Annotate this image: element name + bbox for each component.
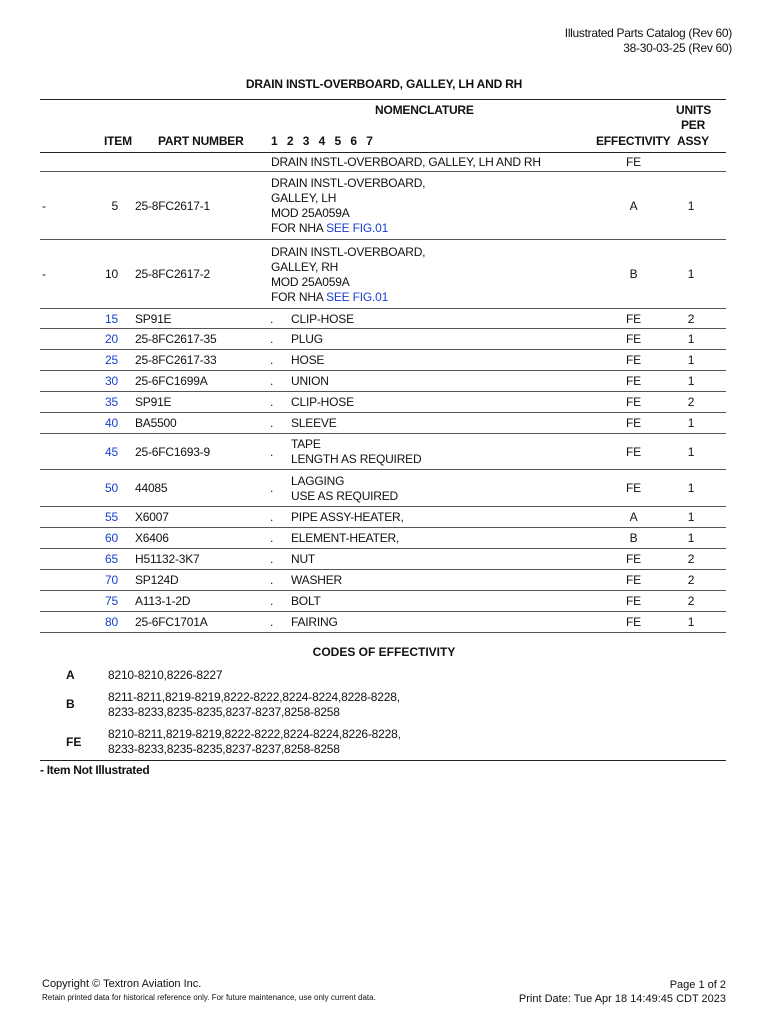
nomenclature-line: DRAIN INSTL-OVERBOARD, GALLEY, LH AND RH: [271, 155, 541, 169]
see-figure-link[interactable]: SEE FIG.01: [326, 290, 389, 304]
nomenclature-line: ELEMENT-HEATER,: [291, 531, 400, 545]
effectivity-range-line: 8233-8233,8235-8235,8237-8237,8258-8258: [108, 742, 340, 756]
nomenclature: [291, 531, 399, 546]
nomenclature: [291, 353, 324, 368]
part-number: 25-8FC2617-2: [135, 267, 210, 281]
effectivity-code: B: [629, 531, 638, 545]
units-per-assy: 1: [687, 267, 695, 281]
item-number-link[interactable]: 80: [105, 615, 118, 629]
units-per-assy: 2: [687, 573, 695, 587]
nomenclature: [291, 332, 323, 347]
effectivity-code: FE: [626, 353, 641, 367]
units-per-assy: 1: [687, 374, 695, 388]
not-illustrated-marker: -: [42, 267, 46, 281]
item-number: 10: [105, 267, 118, 281]
nomenclature-line: NUT: [291, 552, 316, 566]
part-number: 44085: [135, 481, 168, 495]
item-number-link[interactable]: 25: [105, 353, 118, 367]
table-row: [40, 329, 726, 350]
effectivity-range-line: 8211-8211,8219-8219,8222-8222,8224-8224,8228-8228,: [108, 690, 400, 704]
table-row: [40, 392, 726, 413]
units-per-assy: 1: [687, 510, 695, 524]
units-per-assy: 2: [687, 552, 695, 566]
nomenclature-line: SLEEVE: [291, 416, 337, 430]
item-number-link[interactable]: 35: [105, 395, 118, 409]
units-per-assy: 1: [687, 353, 695, 367]
nha-reference: [271, 290, 425, 305]
nomenclature-line: WASHER: [291, 573, 343, 587]
units-per-assy: 1: [687, 332, 695, 346]
part-number: H51132-3K7: [135, 552, 200, 566]
effectivity-code: B: [66, 697, 75, 711]
effectivity-range-line: 8210-8210,8226-8227: [108, 668, 223, 682]
effectivity-code: FE: [626, 552, 641, 566]
codes-rule-left: [40, 760, 104, 761]
units-per-assy: 1: [687, 199, 695, 213]
print-date: Print Date: Tue Apr 18 14:49:45 CDT 2023: [518, 993, 726, 1005]
nomenclature: [291, 573, 342, 588]
units-per-assy: 1: [687, 531, 695, 545]
see-figure-link[interactable]: SEE FIG.01: [326, 221, 389, 235]
table-row: [40, 507, 726, 528]
header-per: PER: [681, 118, 706, 132]
table-row: [40, 528, 726, 549]
indent-dot: .: [270, 615, 274, 629]
units-per-assy: 2: [687, 395, 695, 409]
header-part-number: PART NUMBER: [158, 134, 244, 148]
effectivity-code: FE: [626, 395, 641, 409]
nomenclature-line: LAGGING: [291, 474, 345, 488]
header-indent-levels: 1 2 3 4 5 6 7: [271, 134, 373, 148]
nomenclature: [291, 510, 404, 525]
nomenclature: [291, 374, 329, 389]
units-per-assy: 2: [687, 312, 695, 326]
indent-dot: .: [270, 573, 274, 587]
part-number: BA5500: [135, 416, 177, 430]
effectivity-code: FE: [626, 573, 641, 587]
nomenclature: [271, 245, 425, 305]
effectivity-code: FE: [626, 481, 641, 495]
part-number: SP91E: [135, 395, 172, 409]
header-units: UNITS: [676, 103, 712, 117]
table-row: [40, 240, 726, 309]
units-per-assy: 2: [687, 594, 695, 608]
nomenclature-line: GALLEY, RH: [271, 260, 339, 274]
table-row: [40, 612, 726, 633]
effectivity-code: A: [66, 668, 75, 682]
nomenclature: [291, 395, 354, 410]
nomenclature: [291, 416, 337, 431]
header-assy: ASSY: [677, 134, 709, 148]
table-row: [40, 470, 726, 507]
effectivity-code: FE: [626, 594, 641, 608]
page-footer-right: [519, 978, 726, 1006]
part-number: 25-6FC1693-9: [135, 445, 210, 459]
table-row: [40, 309, 726, 329]
indent-dot: .: [270, 594, 274, 608]
nomenclature-line: USE AS REQUIRED: [291, 489, 399, 503]
effectivity-code: FE: [626, 332, 641, 346]
effectivity-range: [108, 668, 222, 683]
table-row: [40, 350, 726, 371]
item-number-link[interactable]: 20: [105, 332, 118, 346]
table-row: [40, 570, 726, 591]
indent-dot: .: [270, 312, 274, 326]
item-number-link[interactable]: 30: [105, 374, 118, 388]
indent-dot: .: [270, 416, 274, 430]
nomenclature: [291, 312, 354, 327]
effectivity-range: [108, 727, 401, 757]
nomenclature-line: PLUG: [291, 332, 323, 346]
units-per-assy: 1: [687, 445, 695, 459]
nomenclature: [291, 615, 338, 630]
table-row: [40, 371, 726, 392]
item-number: 5: [111, 199, 118, 213]
part-number: 25-6FC1699A: [135, 374, 208, 388]
nomenclature-line: MOD 25A059A: [271, 275, 350, 289]
nha-prefix: FOR NHA: [271, 290, 327, 304]
effectivity-code: A: [629, 510, 638, 524]
indent-dot: .: [270, 510, 274, 524]
table-row: [40, 591, 726, 612]
table-top-rule: [40, 99, 726, 100]
table-row: [40, 413, 726, 434]
copyright: Copyright © Textron Aviation Inc.: [42, 978, 202, 990]
table-row: [40, 172, 726, 240]
nha-prefix: FOR NHA: [271, 221, 327, 235]
item-not-illustrated-note: - Item Not Illustrated: [40, 763, 150, 777]
not-illustrated-marker: -: [42, 199, 46, 213]
effectivity-code: FE: [626, 615, 641, 629]
effectivity-code: FE: [626, 155, 641, 169]
effectivity-range: [108, 690, 400, 720]
table-row: [40, 153, 726, 172]
item-number-link[interactable]: 55: [105, 510, 118, 524]
indent-dot: .: [270, 445, 274, 459]
item-number-link[interactable]: 15: [105, 312, 118, 326]
effectivity-code: FE: [626, 445, 641, 459]
effectivity-code: B: [629, 267, 638, 281]
nomenclature-line: MOD 25A059A: [271, 206, 350, 220]
nomenclature-line: GALLEY, LH: [271, 191, 337, 205]
item-number-link[interactable]: 75: [105, 594, 118, 608]
indent-dot: .: [270, 552, 274, 566]
effectivity-range-line: 8210-8211,8219-8219,8222-8222,8224-8224,8226-8228,: [108, 727, 401, 741]
nomenclature-line: FAIRING: [291, 615, 338, 629]
part-number: X6406: [135, 531, 169, 545]
effectivity-code: A: [629, 199, 638, 213]
part-number: A113-1-2D: [135, 594, 191, 608]
nomenclature-line: CLIP-HOSE: [291, 395, 354, 409]
nomenclature: [291, 552, 315, 567]
nomenclature-line: BOLT: [291, 594, 321, 608]
effectivity-code: FE: [626, 374, 641, 388]
part-number: 25-6FC1701A: [135, 615, 208, 629]
effectivity-code: FE: [626, 416, 641, 430]
nha-reference: [271, 221, 425, 236]
header-item: ITEM: [104, 134, 132, 148]
nomenclature-line: LENGTH AS REQUIRED: [291, 452, 422, 466]
part-number: SP124D: [135, 573, 179, 587]
nomenclature: [271, 176, 425, 236]
effectivity-code: FE: [626, 312, 641, 326]
part-number: 25-8FC2617-1: [135, 199, 210, 213]
item-number-link[interactable]: 50: [105, 481, 118, 495]
nomenclature-line: TAPE: [291, 437, 321, 451]
document-header: [565, 26, 732, 56]
indent-dot: .: [270, 531, 274, 545]
nomenclature-line: HOSE: [291, 353, 325, 367]
codes-of-effectivity-title: CODES OF EFFECTIVITY: [312, 645, 456, 659]
header-nomenclature: NOMENCLATURE: [375, 103, 474, 117]
item-number-link[interactable]: 60: [105, 531, 118, 545]
nomenclature: [291, 594, 321, 609]
page-title: DRAIN INSTL-OVERBOARD, GALLEY, LH AND RH: [245, 77, 523, 91]
nomenclature: [271, 155, 541, 170]
units-per-assy: 1: [687, 481, 695, 495]
page-number: Page 1 of 2: [669, 979, 726, 991]
nomenclature-line: DRAIN INSTL-OVERBOARD,: [271, 245, 426, 259]
item-number-link[interactable]: 70: [105, 573, 118, 587]
table-row: [40, 549, 726, 570]
indent-dot: .: [270, 374, 274, 388]
nomenclature-line: UNION: [291, 374, 329, 388]
item-number-link[interactable]: 45: [105, 445, 118, 459]
retention-notice: Retain printed data for historical reference only. For future maintenance, use only current data.: [42, 993, 376, 1002]
header-effectivity: EFFECTIVITY: [596, 134, 671, 148]
units-per-assy: 1: [687, 615, 695, 629]
part-number: 25-8FC2617-33: [135, 353, 217, 367]
codes-rule-right: [104, 760, 726, 761]
nomenclature-line: PIPE ASSY-HEATER,: [291, 510, 404, 524]
item-number-link[interactable]: 65: [105, 552, 118, 566]
indent-dot: .: [270, 353, 274, 367]
nomenclature: [291, 437, 421, 467]
catalog-revision: Illustrated Parts Catalog (Rev 60): [564, 26, 732, 40]
figure-reference: 38-30-03-25 (Rev 60): [623, 41, 732, 55]
nomenclature: [291, 474, 398, 504]
part-number: 25-8FC2617-35: [135, 332, 217, 346]
part-number: SP91E: [135, 312, 172, 326]
nomenclature-line: DRAIN INSTL-OVERBOARD,: [271, 176, 426, 190]
units-per-assy: 1: [687, 416, 695, 430]
indent-dot: .: [270, 481, 274, 495]
indent-dot: .: [270, 332, 274, 346]
part-number: X6007: [135, 510, 169, 524]
indent-dot: .: [270, 395, 274, 409]
effectivity-range-line: 8233-8233,8235-8235,8237-8237,8258-8258: [108, 705, 340, 719]
nomenclature-line: CLIP-HOSE: [291, 312, 354, 326]
effectivity-code: FE: [66, 735, 82, 749]
table-row: [40, 434, 726, 470]
item-number-link[interactable]: 40: [105, 416, 118, 430]
